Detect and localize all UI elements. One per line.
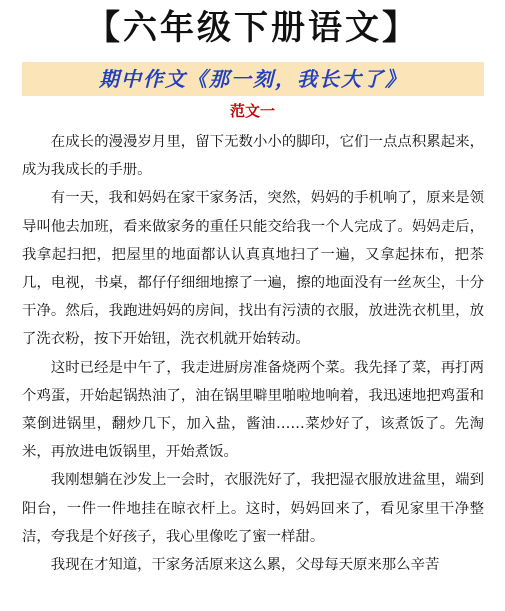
paragraph: 有一天，我和妈妈在家干家务活，突然，妈妈的手机响了，原来是领导叫他去加班，看来做家务的重任只能交给我一个人完成了。妈妈走后，我拿起扫把，把屋里的地面都认认真真地扫了一遍，又拿起抹布，把茶几，电视，书桌，都仔仔细细地擦了一遍，擦的地面没有一丝灰尘，十分干净。然后，我跑进妈妈的房间，找出有污渍的衣服，放进洗衣机里，放了洗衣粉，按下开始钮，洗衣机就开始转动。 bbox=[22, 190, 484, 348]
paragraph: 在成长的漫漫岁月里，留下无数小小的脚印，它们一点点积累起来，成为我成长的手册。 bbox=[22, 134, 484, 179]
paragraph: 这时已经是中午了，我走进厨房准备烧两个菜。我先择了菜，再打两个鸡蛋，开始起锅热油了，油在锅里噼里啪啦地响着，我迅速地把鸡蛋和菜倒进锅里，翻炒几下，加入盐，酱油……菜炒好了，该煮饭了。先淘米，再放进电饭锅里，开始煮饭。 bbox=[22, 359, 484, 461]
essay-body bbox=[22, 128, 484, 579]
section-heading: 范文一 bbox=[229, 102, 275, 120]
paragraph: 我现在才知道，干家务活原来这么累，父母每天原来那么辛苦 bbox=[50, 557, 440, 574]
document-title: 【六年级下册语文】 bbox=[86, 8, 419, 48]
paragraph: 我刚想躺在沙发上一会时，衣服洗好了，我把湿衣服放进盆里，端到阳台，一件一件地挂在晾衣杆上。这时，妈妈回来了，看见家里干净整洁，夸我是个好孩子，我心里像吃了蜜一样甜。 bbox=[22, 472, 484, 545]
essay-subtitle: 期中作文《那一刻，我长大了》 bbox=[99, 67, 407, 91]
subtitle-banner bbox=[22, 62, 484, 96]
